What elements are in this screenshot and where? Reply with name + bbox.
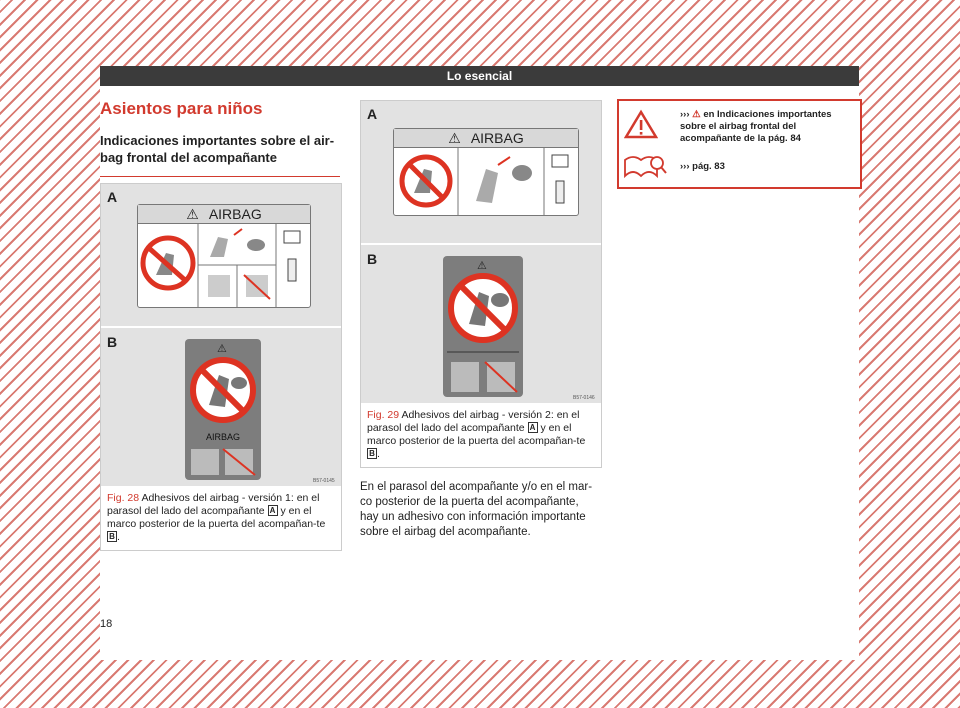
fig28-caption-text-2: y en el marco posterior de la puerta del acompañan-te (107, 505, 326, 530)
section-title: Asientos para niños (100, 99, 263, 118)
fig29-airbag-sticker-a (393, 128, 579, 216)
body-paragraph: En el parasol del acompañante y/o en el mar-co posterior de la puerta del acompañante, hay un adhesivo con información importante sobre el airbag del acompañante. (360, 481, 593, 538)
fig28-door-sticker-b (185, 339, 261, 480)
warning-triangle-icon: ⚠ (217, 343, 227, 355)
warning-inline-triangle-icon: ⚠ (692, 109, 701, 120)
fig29-ref-box-b: B (367, 448, 377, 459)
fig28-caption-number: Fig. 28 (107, 492, 140, 504)
figure-28 (100, 183, 342, 551)
page-number: 18 (100, 618, 113, 630)
fig28-panel-b-letter: B (107, 334, 118, 350)
fig28-caption: Fig. 28 Adhesivos del airbag - versión 1: en el parasol del lado del acompañante A y en el marco posterior de la puerta del acompañan-te B . (107, 492, 326, 543)
fig28-ref-box-a: A (268, 505, 278, 516)
fig29-panel-b-letter: B (367, 251, 378, 267)
warning-reference-text-1[interactable] (680, 109, 858, 145)
warning-triangle-icon (624, 109, 658, 139)
fig29-sticker-b-icons (443, 348, 523, 398)
section-subtitle: Indicaciones importantes sobre el air-bag frontal del acompañante (100, 133, 335, 165)
figure-29 (360, 100, 602, 468)
fig29-sticker-b-graphic (443, 270, 523, 346)
fig29-caption-number: Fig. 29 (367, 409, 400, 421)
warning-triangle-icon: ⚠ (477, 260, 487, 272)
arrows: ››› (680, 109, 690, 120)
fig29-sticker-a-graphic (394, 147, 578, 215)
fig29-ref-code: B57-0146 (573, 395, 595, 401)
fig28-sticker-b-graphic (185, 355, 261, 425)
fig28-sticker-b-airbag-label: AIRBAG (205, 432, 240, 442)
fig29-ref-box-a: A (528, 422, 538, 433)
fig28-caption-text-1: Adhesivos del airbag - versión 1: en el parasol del lado del acompañante (107, 492, 320, 517)
warning-line1: en Indicaciones importantes sobre el airbag frontal del acompañante de la pág. 84 (680, 109, 832, 144)
fig28-ref-box-b: B (107, 531, 117, 542)
fig28-ref-code: B57-0145 (313, 478, 335, 484)
warning-triangle-icon: ⚠ (448, 130, 461, 146)
fig28-sticker-a-graphic (138, 223, 310, 307)
page-header: Lo esencial (100, 66, 859, 86)
fig28-panel-a-letter: A (107, 189, 118, 205)
warning-triangle-icon: ⚠ (186, 206, 199, 222)
fig29-panel-a-letter: A (367, 106, 378, 122)
fig28-airbag-sticker-a (137, 204, 311, 308)
warning-reference-box (617, 99, 862, 189)
fig29-sticker-a-header: ⚠ AIRBAG (394, 129, 578, 148)
warning-reference-text-2[interactable] (680, 161, 858, 173)
fig29-caption-text-2: y en el marco posterior de la puerta del acompañan-te (367, 422, 586, 447)
fig29-caption-text-1: Adhesivos del airbag - versión 2: en el parasol del lado del acompañante (367, 409, 580, 434)
arrows: ››› (680, 161, 690, 172)
fig28-sticker-a-header: ⚠ AIRBAG (138, 205, 310, 224)
subtitle-rule (100, 176, 340, 177)
fig29-door-sticker-b (443, 256, 523, 397)
book-magnifier-icon (623, 154, 667, 180)
warning-line2: pág. 83 (692, 161, 725, 172)
fig29-caption: Fig. 29 Adhesivos del airbag - versión 2: en el parasol del lado del acompañante A y en el marco posterior de la puerta del acompañan-te B . (367, 409, 586, 460)
fig28-sticker-b-seat-icons (185, 445, 261, 479)
